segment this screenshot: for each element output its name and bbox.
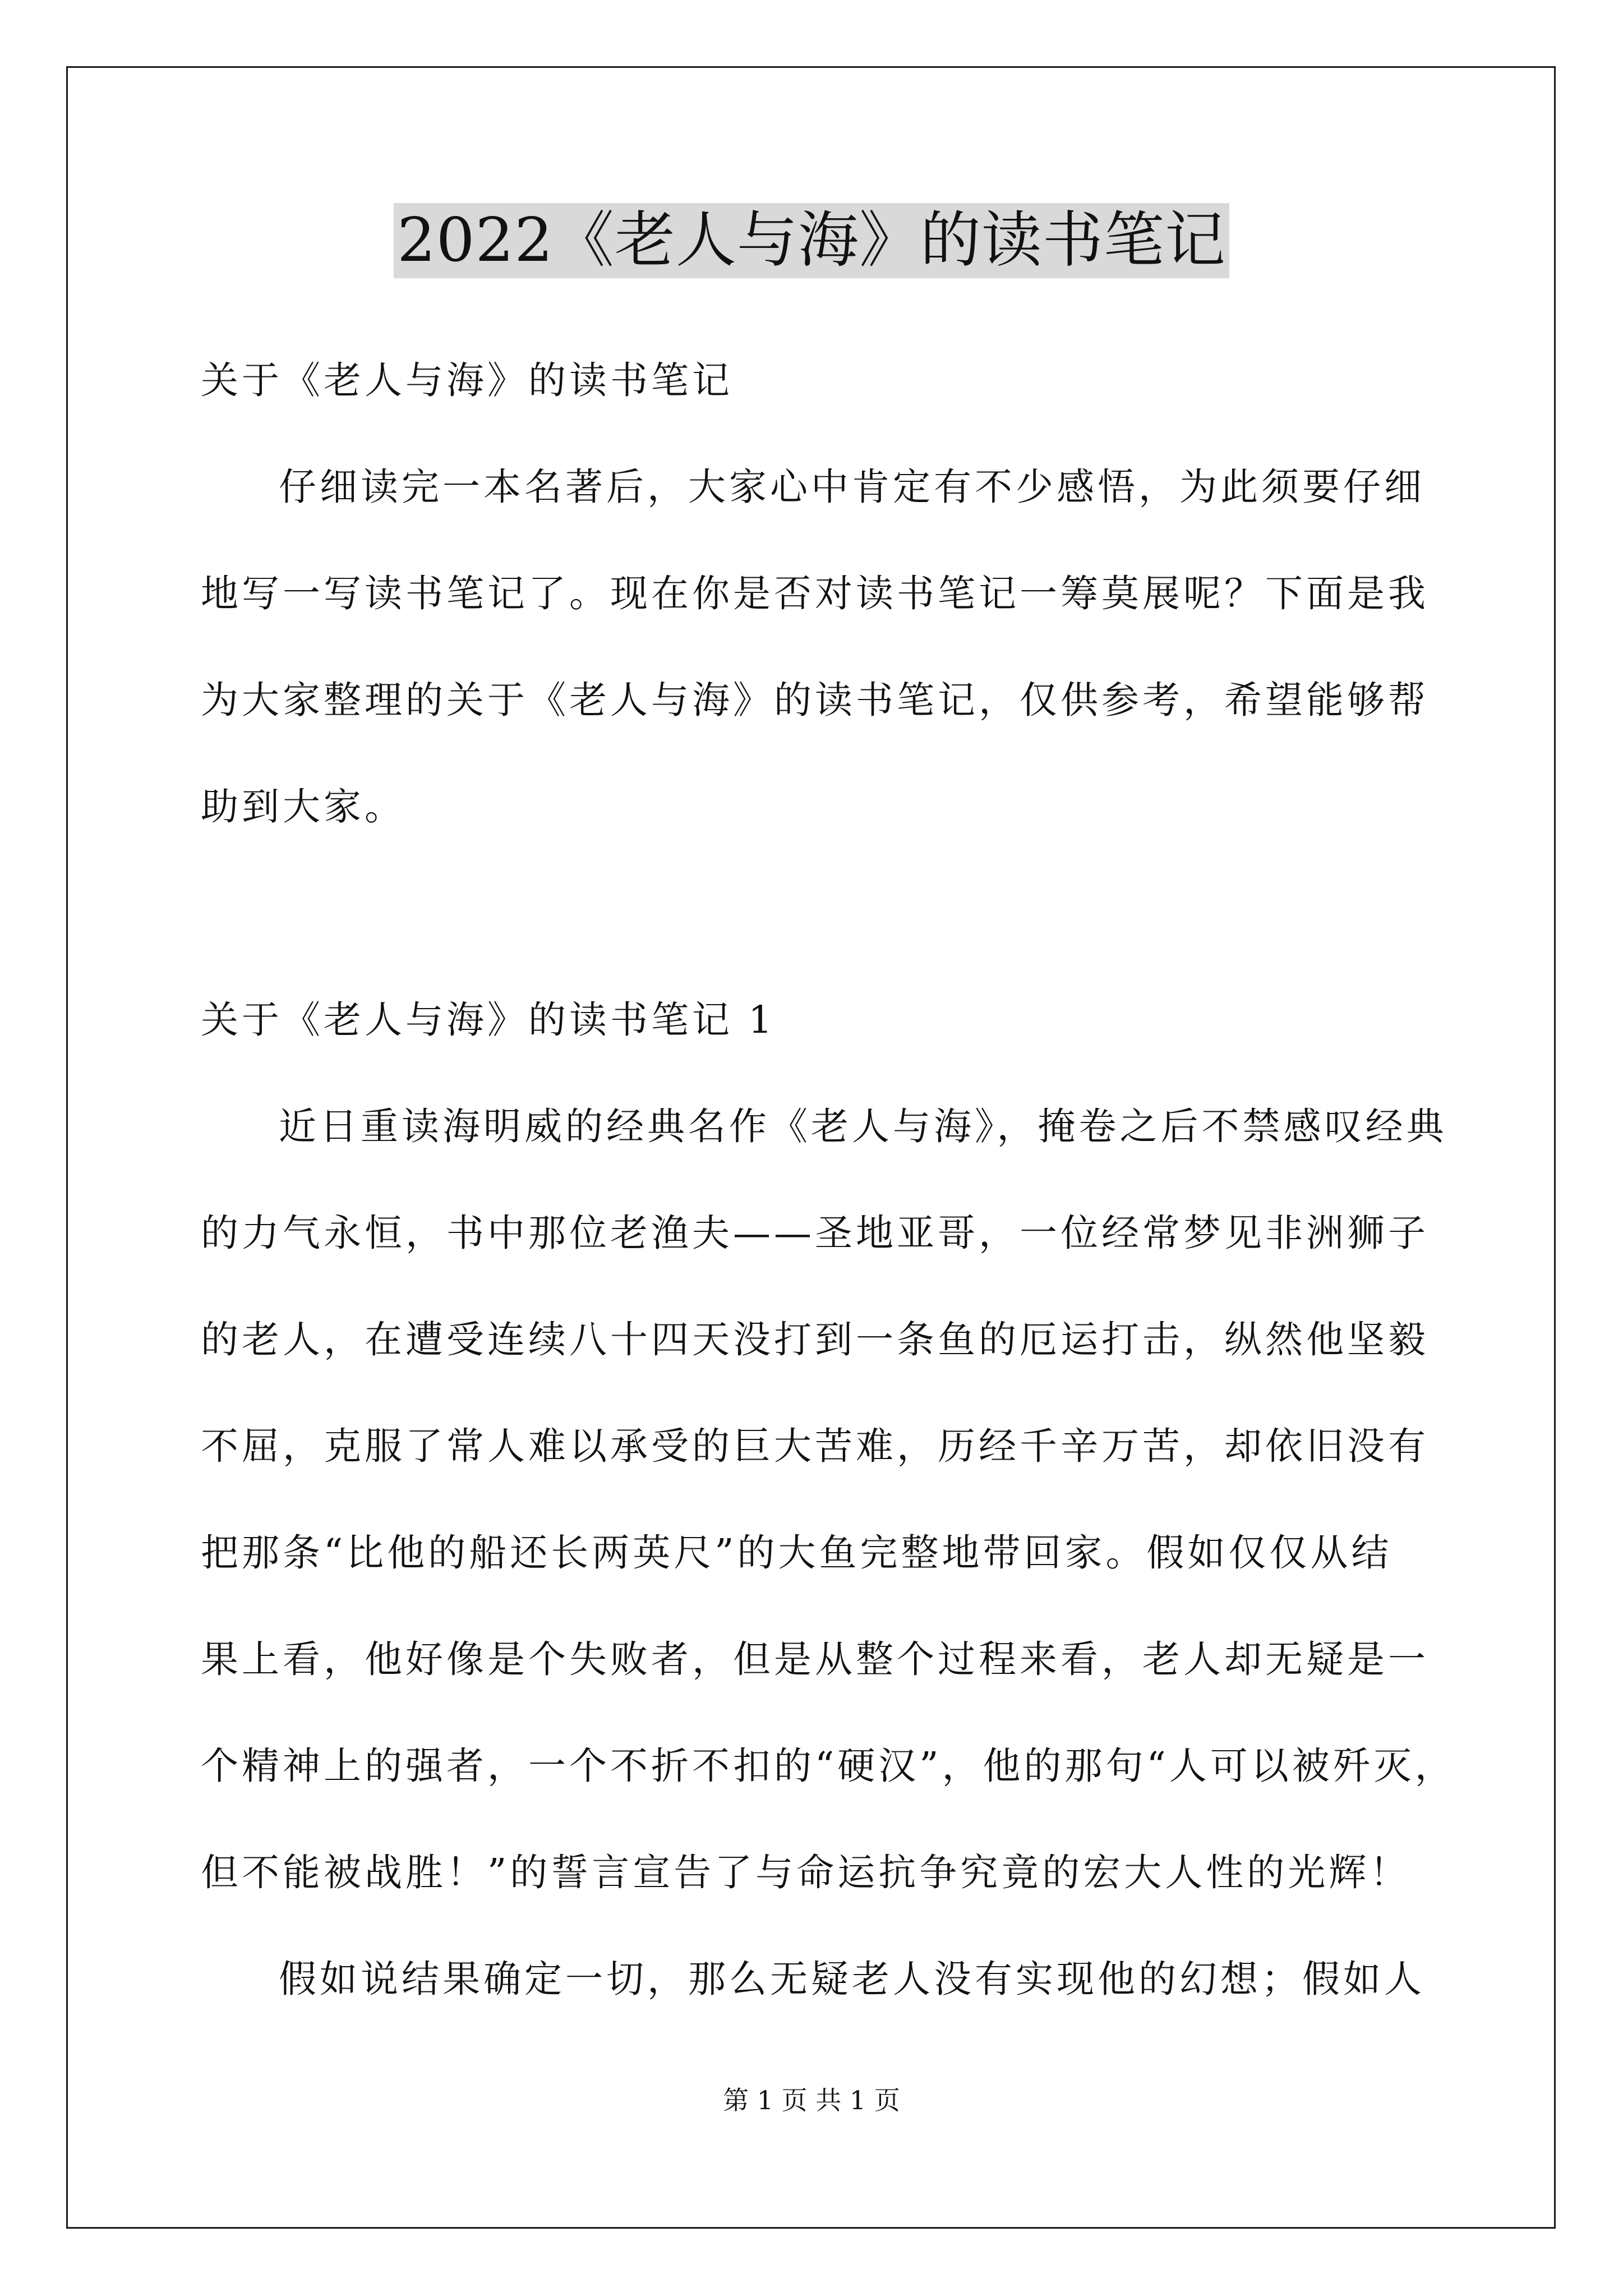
section1-line: 不屈，克服了常人难以承受的巨大苦难，历经千辛万苦，却依旧没有 [201,1424,1429,1468]
section1-line: 把那条“比他的船还长两英尺”的大鱼完整地带回家。假如仅仅从结 [201,1531,1393,1575]
page-footer: 第 1 页 共 1 页 [723,2085,900,2115]
section1-line: 近日重读海明威的经典名作《老人与海》，掩卷之后不禁感叹经典 [279,1105,1447,1148]
intro-line: 地写一写读书笔记了。现在你是否对读书笔记一筹莫展呢？下面是我 [201,572,1429,615]
section1-line: 个精神上的强者，一个不折不扣的“硬汉”，他的那句“人可以被歼灭， [201,1744,1456,1788]
document-title: 2022《老人与海》的读书笔记 [394,203,1229,278]
section1-line: 但不能被战胜！”的誓言宣告了与命运抗争究竟的宏大人性的光辉！ [201,1851,1411,1894]
section1-line: 的力气永恒，书中那位老渔夫——圣地亚哥，一位经常梦见非洲狮子 [201,1211,1429,1255]
intro-line: 助到大家。 [201,785,405,829]
intro-line: 仔细读完一本名著后，大家心中肯定有不少感悟，为此须要仔细 [279,465,1425,509]
section1-line: 的老人，在遭受连续八十四天没打到一条鱼的厄运打击，纵然他坚毅 [201,1318,1429,1361]
intro-heading: 关于《老人与海》的读书笔记 [201,358,733,402]
section1-line: 果上看，他好像是个失败者，但是从整个过程来看，老人却无疑是一 [201,1637,1429,1681]
title-wrap [0,203,1623,278]
section1-para2-line: 假如说结果确定一切，那么无疑老人没有实现他的幻想；假如人 [279,1957,1425,2001]
section1-heading: 关于《老人与海》的读书笔记 1 [201,998,776,1042]
intro-line: 为大家整理的关于《老人与海》的读书笔记，仅供参考，希望能够帮 [201,678,1429,722]
